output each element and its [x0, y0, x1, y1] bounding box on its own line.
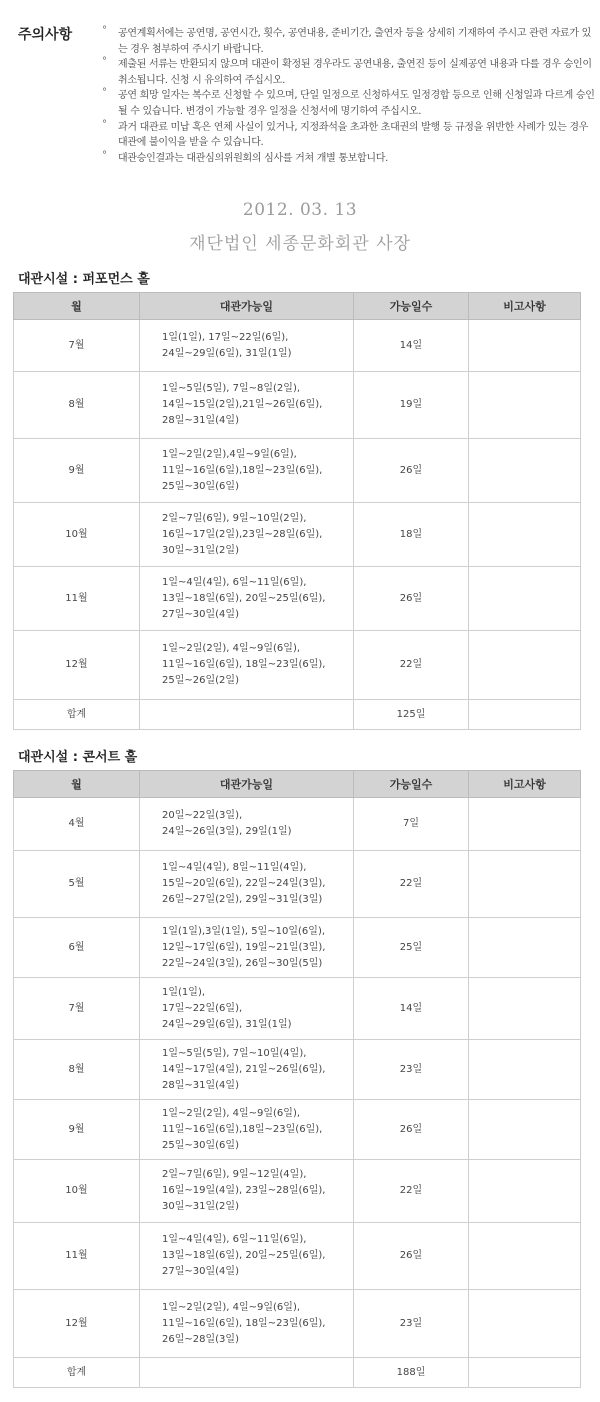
table-row: [14, 918, 581, 978]
date-range-line: 2일~7일(6일), 9일~12일(4일),: [162, 1169, 307, 1180]
date-range-line: 24일~29일(6일), 31일(1일): [162, 347, 292, 359]
date-range-line: 27일~30일(4일): [162, 608, 239, 620]
dates-cell: [140, 503, 354, 567]
month-cell: 7월: [14, 978, 140, 1040]
remarks-cell: [469, 1160, 581, 1223]
month-cell: 6월: [14, 918, 140, 978]
date-range-line: 13일~18일(6일), 20일~25일(6일),: [162, 1250, 326, 1261]
days-cell: 26일: [354, 1100, 469, 1160]
date-range-line: 1일~4일(4일), 6일~11일(6일),: [162, 1234, 307, 1245]
remarks-cell: [469, 700, 581, 730]
header-remarks: 비고사항: [469, 771, 581, 798]
header-month: 월: [14, 771, 140, 798]
notice-section: [0, 0, 600, 182]
header-month: 월: [14, 293, 140, 320]
date-range-line: 1일~2일(2일), 4일~9일(6일),: [162, 1107, 301, 1119]
date-range-line: 1일(1일),: [162, 986, 206, 998]
dates-cell: [140, 372, 354, 439]
table-header-row: [14, 771, 581, 798]
remarks-cell: [469, 320, 581, 372]
month-cell: 11월: [14, 1223, 140, 1290]
notice-item: ° 과거 대관료 미납 혹은 연체 사실이 있거나, 지정좌석을 초과한 초대권의 발행 등 규정을 위반한 사례가 있는 경우 대관에 불이익을 받을 수 있습니다.: [102, 118, 589, 149]
date-range-line: 13일~18일(6일), 20일~25일(6일),: [162, 592, 326, 604]
date-range-line: 15일~20일(6일), 22일~24일(3일),: [162, 878, 326, 889]
total-label: 합계: [14, 700, 140, 730]
dates-cell: [140, 320, 354, 372]
date-range-line: 14일~15일(2일),21일~26일(6일),: [162, 399, 323, 410]
header-dates: 대관가능일: [140, 293, 354, 320]
month-cell: 10월: [14, 1160, 140, 1223]
remarks-cell: [469, 1223, 581, 1290]
days-cell: 23일: [354, 1290, 469, 1358]
total-row: [14, 1358, 581, 1388]
remarks-cell: [469, 1358, 581, 1388]
table-header-row: [14, 293, 581, 320]
performance-hall-table: [13, 292, 581, 730]
table-row: [14, 1290, 581, 1358]
table-row: [14, 1040, 581, 1100]
concert-hall-title: 대관시설 : 콘서트 홀: [18, 750, 138, 765]
date-range-line: 16일~19일(4일), 23일~28일(6일),: [162, 1185, 326, 1196]
date-range-line: 17일~22일(6일),: [162, 1002, 243, 1014]
bullet-icon: °: [102, 118, 107, 130]
days-cell: 14일: [354, 978, 469, 1040]
dates-cell: [140, 851, 354, 918]
date-range-line: 20일~22일(3일),: [162, 810, 243, 821]
table-row: [14, 372, 581, 439]
notice-item: ° 대관승인결과는 대관심의위원회의 심사를 거쳐 개별 통보합니다.: [102, 149, 388, 164]
dates-cell: [140, 1290, 354, 1358]
days-cell: 22일: [354, 631, 469, 700]
days-cell: 23일: [354, 1040, 469, 1100]
dates-cell: [140, 700, 354, 730]
date-range-line: 1일~2일(2일),4일~9일(6일),: [162, 448, 297, 460]
date-range-line: 24일~29일(6일), 31일(1일): [162, 1018, 292, 1030]
table-row: [14, 567, 581, 631]
notice-list: [100, 26, 596, 166]
table-row: [14, 503, 581, 567]
month-cell: 8월: [14, 1040, 140, 1100]
date-range-line: 11일~16일(6일),18일~23일(6일),: [162, 1123, 323, 1135]
date-range-line: 1일~4일(4일), 6일~11일(6일),: [162, 576, 307, 588]
dates-cell: [140, 439, 354, 503]
month-cell: 11월: [14, 567, 140, 631]
date-range-line: 30일~31일(2일): [162, 1201, 239, 1212]
date-range-line: 1일(1일),3일(1일), 5일~10일(6일),: [162, 925, 326, 937]
days-cell: 26일: [354, 439, 469, 503]
date-range-line: 11일~16일(6일), 18일~23일(6일),: [162, 659, 326, 670]
notice-item: ° 공연계획서에는 공연명, 공연시간, 횟수, 공연내용, 준비기간, 출연자 등을 상세히 기재하여 주시고 관련 자료가 있는 경우 첨부하여 주시기 바랍니다.: [102, 25, 592, 55]
days-cell: 19일: [354, 372, 469, 439]
dates-cell: [140, 798, 354, 851]
table-row: [14, 439, 581, 503]
total-label: 합계: [14, 1358, 140, 1388]
dates-cell: [140, 631, 354, 700]
table-row: [14, 1100, 581, 1160]
remarks-cell: [469, 372, 581, 439]
bullet-icon: °: [102, 56, 107, 68]
remarks-cell: [469, 631, 581, 700]
date-range-line: 28일~31일(4일): [162, 415, 239, 426]
remarks-cell: [469, 503, 581, 567]
table-row: [14, 798, 581, 851]
dates-cell: [140, 567, 354, 631]
date-range-line: 1일~2일(2일), 4일~9일(6일),: [162, 643, 301, 654]
notice-item: ° 제출된 서류는 반환되지 않으며 대관이 확정된 경우라도 공연내용, 출연진 등이 실제공연 내용과 다를 경우 승인이 취소됩니다. 신청 시 유의하여 주십시오.: [102, 56, 592, 86]
date-range-line: 1일~5일(5일), 7일~8일(2일),: [162, 383, 301, 394]
date-range-line: 27일~30일(4일): [162, 1266, 239, 1277]
remarks-cell: [469, 439, 581, 503]
days-cell: 22일: [354, 851, 469, 918]
month-cell: 4월: [14, 798, 140, 851]
days-cell: 25일: [354, 918, 469, 978]
date-range-line: 1일~2일(2일), 4일~9일(6일),: [162, 1301, 301, 1313]
remarks-cell: [469, 851, 581, 918]
dates-cell: [140, 1100, 354, 1160]
total-days: 188일: [354, 1358, 469, 1388]
notice-date: 2012. 03. 13: [242, 200, 358, 220]
table-row: [14, 1223, 581, 1290]
notice-title: 주의사항: [18, 27, 73, 43]
dates-cell: [140, 1223, 354, 1290]
month-cell: 5월: [14, 851, 140, 918]
date-range-line: 25일~26일(2일): [162, 675, 239, 686]
date-range-line: 24일~26일(3일), 29일(1일): [162, 826, 292, 837]
date-range-line: 1일~4일(4일), 8일~11일(4일),: [162, 862, 307, 873]
days-cell: 26일: [354, 1223, 469, 1290]
bullet-icon: °: [102, 87, 107, 99]
date-range-line: 11일~16일(6일), 18일~23일(6일),: [162, 1317, 326, 1329]
days-cell: 14일: [354, 320, 469, 372]
date-range-line: 12일~17일(6일), 19일~21일(3일),: [162, 941, 326, 953]
header-dates: 대관가능일: [140, 771, 354, 798]
date-range-line: 1일(1일), 17일~22일(6일),: [162, 331, 289, 343]
dates-cell: [140, 1358, 354, 1388]
concert-hall-table: [13, 770, 581, 1388]
days-cell: 26일: [354, 567, 469, 631]
month-cell: 7월: [14, 320, 140, 372]
month-cell: 10월: [14, 503, 140, 567]
date-range-line: 26일~28일(3일): [162, 1333, 239, 1345]
dates-cell: [140, 918, 354, 978]
remarks-cell: [469, 918, 581, 978]
days-cell: 7일: [354, 798, 469, 851]
remarks-cell: [469, 798, 581, 851]
date-range-line: 2일~7일(6일), 9일~10일(2일),: [162, 512, 307, 524]
remarks-cell: [469, 978, 581, 1040]
date-range-line: 25일~30일(6일): [162, 1139, 239, 1151]
date-range-line: 26일~27일(2일), 29일~31일(3일): [162, 894, 323, 905]
date-range-line: 28일~31일(4일): [162, 1079, 239, 1091]
dates-cell: [140, 978, 354, 1040]
table-row: [14, 1160, 581, 1223]
table-row: [14, 631, 581, 700]
header-remarks: 비고사항: [469, 293, 581, 320]
dates-cell: [140, 1160, 354, 1223]
month-cell: 9월: [14, 1100, 140, 1160]
date-range-line: 16일~17일(2일),23일~28일(6일),: [162, 528, 323, 540]
header-days: 가능일수: [354, 771, 469, 798]
days-cell: 22일: [354, 1160, 469, 1223]
total-days: 125일: [354, 700, 469, 730]
dates-cell: [140, 1040, 354, 1100]
date-range-line: 14일~17일(4일), 21일~26일(6일),: [162, 1063, 326, 1075]
bullet-icon: °: [102, 25, 107, 36]
month-cell: 9월: [14, 439, 140, 503]
table-row: [14, 320, 581, 372]
month-cell: 12월: [14, 1290, 140, 1358]
month-cell: 8월: [14, 372, 140, 439]
date-range-line: 25일~30일(6일): [162, 480, 239, 492]
remarks-cell: [469, 1100, 581, 1160]
month-cell: 12월: [14, 631, 140, 700]
issuer-name: 재단법인 세종문화회관 사장: [189, 234, 411, 254]
date-range-line: 11일~16일(6일),18일~23일(6일),: [162, 464, 323, 476]
remarks-cell: [469, 567, 581, 631]
table-row: [14, 978, 581, 1040]
performance-hall-title: 대관시설 : 퍼포먼스 홀: [18, 272, 150, 287]
remarks-cell: [469, 1040, 581, 1100]
total-row: [14, 700, 581, 730]
table-row: [14, 851, 581, 918]
header-days: 가능일수: [354, 293, 469, 320]
notice-item: ° 공연 희망 일자는 복수로 신청할 수 있으며, 단일 일정으로 신청하셔도 일정경합 등으로 인해 신청일과 다르게 승인될 수 있습니다. 변경이 가능할 경우 일정을 신청서에 명기하여 주십시오.: [102, 87, 595, 117]
date-range-line: 1일~5일(5일), 7일~10일(4일),: [162, 1047, 307, 1059]
days-cell: 18일: [354, 503, 469, 567]
date-range-line: 30일~31일(2일): [162, 544, 239, 556]
remarks-cell: [469, 1290, 581, 1358]
date-range-line: 22일~24일(3일), 26일~30일(5일): [162, 957, 323, 969]
bullet-icon: °: [102, 149, 107, 161]
